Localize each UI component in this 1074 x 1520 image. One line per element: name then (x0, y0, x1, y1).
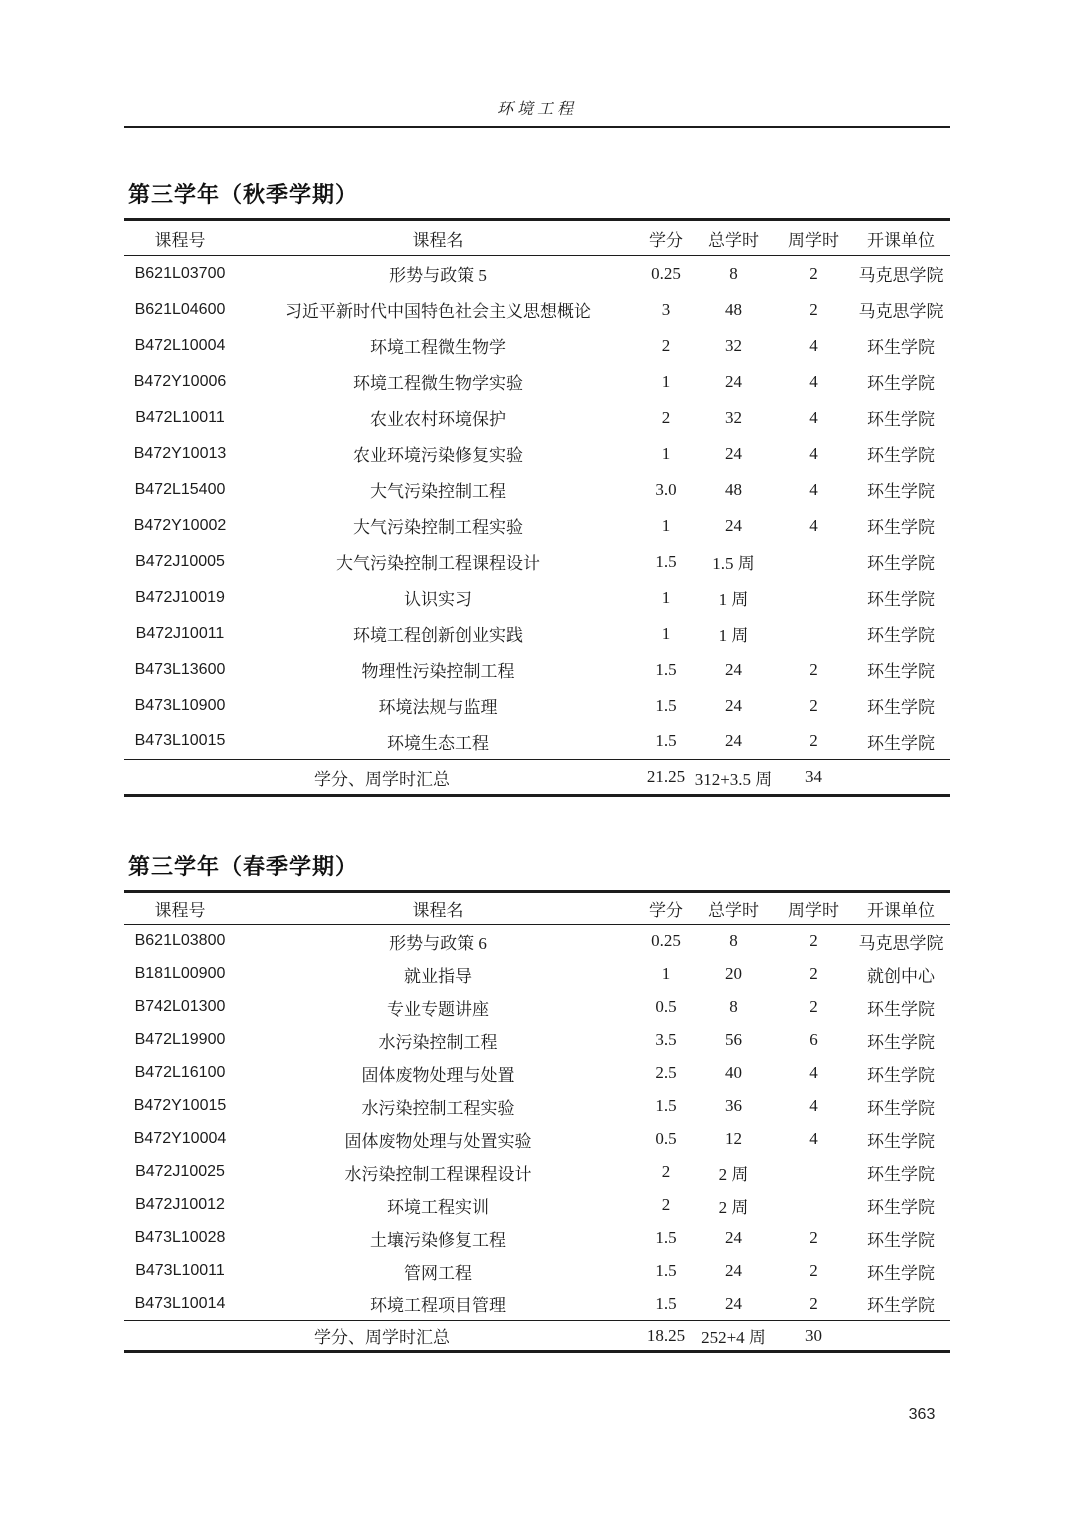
weekly-hours: 4 (809, 407, 818, 427)
column-header-total-hours: 总学时 (708, 230, 759, 250)
course-code: B181L00900 (134, 965, 226, 982)
course-name: 大气污染控制工程课程设计 (336, 554, 540, 573)
course-name: 固体废物处理与处置 (361, 1065, 515, 1085)
weekly-hours: 4 (809, 443, 818, 463)
course-row (124, 652, 950, 688)
department: 就创中心 (867, 966, 935, 986)
total-hours: 56 (725, 1030, 742, 1049)
course-row (124, 508, 950, 544)
credits: 1.5 (655, 1096, 677, 1115)
total-hours: 24 (725, 371, 742, 391)
weekly-hours: 2 (809, 1228, 818, 1247)
course-name: 形势与政策 6 (389, 933, 487, 953)
course-code: B472L10004 (134, 336, 226, 354)
weekly-hours: 4 (809, 335, 818, 355)
spring-semester-title: 第三学年（春季学期） (128, 854, 359, 879)
total-hours: 32 (725, 407, 742, 427)
credits: 0.25 (651, 931, 681, 951)
total-hours: 24 (725, 443, 742, 463)
column-header-department: 开课单位 (867, 230, 935, 250)
weekly-hours: 4 (809, 1063, 818, 1082)
course-code: B473L10900 (134, 696, 226, 714)
course-row (124, 256, 950, 292)
course-name: 大气污染控制工程 (370, 482, 506, 501)
weekly-hours: 4 (809, 371, 818, 391)
credits: 2 (661, 1195, 671, 1214)
weekly-hours: 6 (809, 1030, 818, 1049)
weekly-hours: 4 (809, 479, 818, 499)
weekly-hours: 2 (809, 731, 818, 751)
course-code: B473L10014 (134, 1294, 226, 1312)
department: 环生学院 (867, 1131, 935, 1151)
course-code: B473L10015 (134, 732, 226, 750)
course-row (124, 292, 950, 328)
total-hours: 24 (725, 695, 742, 715)
course-code: B472Y10006 (133, 372, 227, 390)
course-row (124, 364, 950, 400)
total-hours: 24 (725, 659, 742, 679)
total-hours: 36 (725, 1096, 742, 1115)
credits: 1.5 (655, 1228, 677, 1247)
course-row (124, 1123, 950, 1156)
weekly-hours: 2 (809, 299, 818, 319)
department: 环生学院 (867, 733, 935, 753)
total-hours: 12 (725, 1129, 742, 1148)
table-header (124, 220, 950, 256)
total-hours: 24 (725, 515, 742, 535)
department: 环生学院 (867, 410, 935, 429)
column-header-credits: 学分 (649, 901, 683, 920)
course-code: B472Y10015 (133, 1097, 227, 1114)
total-hours: 2 周 (718, 1164, 749, 1184)
course-code: B472J10012 (135, 1196, 225, 1213)
course-name: 环境生态工程 (387, 733, 489, 753)
weekly-hours: 2 (809, 931, 818, 951)
credits: 1.5 (655, 1261, 677, 1280)
department: 环生学院 (867, 374, 935, 393)
course-name: 环境工程微生物学实验 (353, 374, 523, 393)
course-code: B621L03700 (134, 264, 226, 282)
summary-empty-cell (852, 1321, 950, 1352)
course-row (124, 991, 950, 1024)
total-hours: 40 (725, 1063, 742, 1082)
column-header-total-hours: 总学时 (708, 901, 759, 920)
column-header-course-code: 课程号 (154, 230, 206, 250)
course-row (124, 1156, 950, 1189)
course-row (124, 400, 950, 436)
column-header-course-name: 课程名 (412, 230, 464, 250)
course-name: 环境工程项目管理 (370, 1296, 506, 1316)
credits: 1 (661, 964, 671, 983)
weekly-hours: 4 (809, 515, 818, 535)
department: 环生学院 (867, 1065, 935, 1085)
course-code: B473L13600 (134, 660, 226, 678)
course-code: B742L01300 (134, 998, 226, 1015)
table-header-row (124, 220, 950, 256)
column-header-credits: 学分 (649, 230, 683, 250)
course-code: B472J10011 (135, 624, 225, 642)
course-code: B472J10019 (135, 588, 225, 606)
table-footer (124, 1321, 950, 1352)
course-name: 水污染控制工程 (378, 1032, 498, 1052)
course-row (124, 472, 950, 508)
course-name: 水污染控制工程课程设计 (344, 1164, 532, 1184)
credits: 3.0 (655, 479, 677, 499)
credits: 1.5 (655, 695, 677, 715)
course-code: B472Y10013 (133, 444, 227, 462)
department: 环生学院 (867, 1098, 935, 1118)
course-name: 大气污染控制工程实验 (353, 518, 523, 537)
column-header-department: 开课单位 (867, 901, 935, 920)
course-name: 水污染控制工程实验 (361, 1098, 515, 1118)
weekly-hours: 2 (809, 997, 818, 1016)
credits: 1.5 (655, 659, 677, 679)
course-row (124, 958, 950, 991)
department: 环生学院 (867, 1296, 935, 1316)
course-name: 管网工程 (404, 1263, 472, 1283)
course-code: B472L15400 (134, 480, 226, 498)
course-row (124, 724, 950, 760)
total-hours: 8 (729, 263, 738, 283)
spring-course-table (124, 890, 950, 1353)
summary-total-hours: 312+3.5 周 (694, 769, 773, 789)
weekly-hours (775, 544, 852, 580)
column-header-weekly-hours: 周学时 (788, 901, 839, 920)
credits: 1.5 (655, 551, 677, 571)
course-row (124, 688, 950, 724)
course-row (124, 1090, 950, 1123)
course-row (124, 1255, 950, 1288)
spring-semester-section (124, 853, 950, 1353)
department: 环生学院 (867, 626, 935, 645)
department: 环生学院 (867, 698, 935, 717)
course-name: 环境工程创新创业实践 (353, 626, 523, 645)
course-code: B472J10025 (135, 1163, 225, 1180)
department: 环生学院 (867, 1164, 935, 1184)
weekly-hours (775, 1156, 852, 1189)
department: 环生学院 (867, 999, 935, 1019)
total-hours: 1.5 周 (712, 554, 755, 573)
credits: 1 (661, 371, 671, 391)
course-row (124, 1189, 950, 1222)
summary-row (124, 760, 950, 796)
department: 环生学院 (867, 482, 935, 501)
course-name: 环境工程微生物学 (370, 338, 506, 357)
course-code: B472L19900 (134, 1031, 226, 1048)
course-name: 习近平新时代中国特色社会主义思想概论 (285, 302, 591, 321)
course-row (124, 1024, 950, 1057)
course-code: B621L03800 (134, 932, 226, 950)
department: 环生学院 (867, 446, 935, 465)
department: 环生学院 (867, 554, 935, 573)
total-hours: 8 (729, 997, 738, 1016)
weekly-hours: 2 (809, 263, 818, 283)
course-code: B472J10005 (135, 552, 225, 570)
course-code: B472L10011 (135, 408, 225, 426)
total-hours: 24 (725, 1228, 742, 1247)
course-row (124, 1288, 950, 1321)
course-name: 就业指导 (404, 966, 472, 986)
column-header-weekly-hours: 周学时 (788, 230, 839, 250)
column-header-course-name: 课程名 (412, 901, 464, 920)
course-code: B472Y10004 (133, 1130, 227, 1147)
course-code: B472L16100 (134, 1064, 226, 1081)
total-hours: 24 (725, 731, 742, 751)
course-name: 物理性污染控制工程 (361, 662, 515, 681)
course-row (124, 544, 950, 580)
credits: 2.5 (655, 1063, 677, 1082)
weekly-hours: 4 (809, 1129, 818, 1148)
course-row (124, 1222, 950, 1255)
department: 环生学院 (867, 1263, 935, 1283)
page-number: 363 (908, 1406, 936, 1423)
course-name: 环境法规与监理 (378, 698, 498, 717)
course-code: B473L10028 (134, 1229, 226, 1246)
summary-weekly-hours: 34 (805, 767, 822, 786)
table-header (124, 892, 950, 925)
summary-empty-cell (852, 760, 950, 796)
course-code: B472Y10002 (133, 516, 227, 534)
summary-label: 学分、周学时汇总 (314, 1328, 450, 1347)
summary-total-hours: 252+4 周 (701, 1328, 766, 1347)
department: 马克思学院 (858, 266, 944, 286)
course-row (124, 580, 950, 616)
course-row (124, 328, 950, 364)
department: 环生学院 (867, 662, 935, 681)
credits: 0.25 (651, 263, 681, 283)
credits: 2 (661, 1162, 671, 1181)
weekly-hours (775, 1189, 852, 1222)
table-header-row (124, 892, 950, 925)
department: 环生学院 (867, 1032, 935, 1052)
department: 环生学院 (867, 338, 935, 357)
credits: 2 (661, 407, 671, 427)
department: 环生学院 (867, 1197, 935, 1217)
summary-row (124, 1321, 950, 1352)
fall-semester-section (124, 181, 950, 797)
weekly-hours (775, 580, 852, 616)
credits: 3.5 (655, 1030, 677, 1049)
total-hours: 1 周 (718, 626, 749, 645)
credits: 1 (661, 443, 671, 463)
department: 环生学院 (867, 590, 935, 609)
course-row (124, 925, 950, 958)
total-hours: 2 周 (718, 1197, 749, 1217)
table-body (124, 925, 950, 1321)
credits: 1.5 (655, 731, 677, 751)
department: 马克思学院 (858, 302, 944, 321)
total-hours: 48 (725, 299, 742, 319)
course-name: 固体废物处理与处置实验 (344, 1131, 532, 1151)
course-name: 形势与政策 5 (389, 266, 487, 286)
course-name: 土壤污染修复工程 (370, 1230, 506, 1250)
course-name: 环境工程实训 (387, 1197, 489, 1217)
credits: 0.5 (655, 997, 677, 1016)
total-hours: 24 (725, 1261, 742, 1280)
credits: 3 (661, 299, 671, 319)
weekly-hours (775, 616, 852, 652)
credits: 1 (661, 515, 671, 535)
weekly-hours: 2 (809, 1293, 818, 1313)
department: 环生学院 (867, 518, 935, 537)
credits: 1 (661, 623, 671, 643)
total-hours: 1 周 (718, 590, 749, 609)
course-code: B621L04600 (134, 300, 226, 318)
fall-course-table (124, 218, 950, 797)
total-hours: 20 (725, 964, 742, 983)
weekly-hours: 2 (809, 1261, 818, 1280)
credits: 1.5 (655, 1293, 677, 1313)
total-hours: 24 (725, 1293, 742, 1313)
course-name: 农业农村环境保护 (370, 410, 506, 429)
summary-label: 学分、周学时汇总 (314, 769, 450, 789)
table-body (124, 256, 950, 760)
course-row (124, 616, 950, 652)
course-name: 专业专题讲座 (387, 999, 489, 1019)
weekly-hours: 2 (809, 695, 818, 715)
course-code: B473L10011 (135, 1262, 225, 1279)
total-hours: 48 (725, 479, 742, 499)
course-row (124, 436, 950, 472)
weekly-hours: 2 (809, 964, 818, 983)
column-header-course-code: 课程号 (154, 901, 206, 920)
credits: 1 (661, 587, 671, 607)
summary-weekly-hours: 30 (805, 1325, 822, 1345)
weekly-hours: 4 (809, 1096, 818, 1115)
course-row (124, 1057, 950, 1090)
course-name: 农业环境污染修复实验 (353, 446, 523, 465)
course-name: 认识实习 (404, 590, 472, 609)
running-header-rule (124, 126, 950, 128)
fall-semester-title: 第三学年（秋季学期） (128, 182, 359, 207)
weekly-hours: 2 (809, 659, 818, 679)
total-hours: 32 (725, 335, 742, 355)
department: 环生学院 (867, 1230, 935, 1250)
department: 马克思学院 (858, 933, 944, 953)
summary-credits: 21.25 (646, 767, 686, 786)
summary-credits: 18.25 (646, 1325, 686, 1345)
credits: 2 (661, 335, 671, 355)
total-hours: 8 (729, 931, 738, 951)
running-header: 环境工程 (496, 101, 577, 118)
credits: 0.5 (655, 1129, 677, 1148)
table-footer (124, 760, 950, 796)
